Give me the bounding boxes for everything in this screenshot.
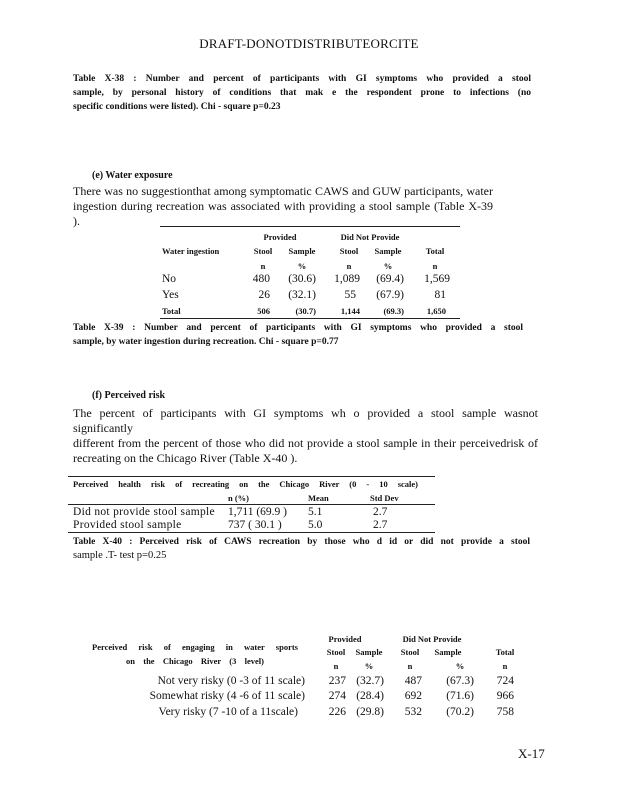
paragraph-line: There was no suggestionthat among symptomatic CAWS and GUW participants, water [73,184,493,198]
table-cell: 966 [496,690,514,702]
table-40-header: Perceived health risk of recreating on the Chicago River (0 - 10 scale) [73,479,418,489]
sub-n: n [260,261,266,271]
table-cell: (69.4) [376,273,404,285]
sub-pct: % [297,261,307,271]
table-row-label: Provided stool sample [73,519,182,531]
col-stool: Stool [253,246,273,256]
table-cell: (32.7) [356,675,384,687]
table-row-label: Yes [162,289,179,301]
row-label-header-line1: Perceived risk of engaging in water sports [92,642,298,652]
col-stool: Stool [400,647,420,657]
table-cell: 532 [404,706,422,718]
col-stool: Stool [339,246,359,256]
sub-n: n [346,261,352,271]
section-e-paragraph [73,184,493,229]
total-cell: 506 [257,306,270,316]
caption-line: Table X-39 : Number and percent of participants with GI symptoms who provided a stool [73,323,523,333]
table-row-label: Very risky (7 -10 of a 11scale) [158,706,298,718]
table-cell: 237 [328,675,346,687]
col-total: Total [425,246,445,256]
group-header-provided: Provided [263,232,297,242]
col-sample: Sample [288,246,316,256]
table-cell: 480 [252,273,270,285]
table-cell: 1,711 (69.9 ) [228,506,287,518]
table-cell: (67.9) [376,289,404,301]
sub-stddev: Std Dev [370,493,399,503]
group-header-did-not-provide: Did Not Provide [340,232,400,242]
table-39-bottom-rule [160,318,460,319]
table-40-header-rule [68,504,435,505]
row-label-header-line2: on the Chicago River (3 level) [126,656,264,666]
table-row-label: Not very risky (0 -3 of 11 scale) [157,675,305,687]
table-39-top-rule [160,226,460,227]
sub-pct: % [364,661,374,671]
table-40-top-rule [68,476,435,477]
sub-mean: Mean [308,493,329,503]
paragraph-line: recreating on the Chicago River (Table X-40 ). [73,451,298,465]
table-cell: 226 [328,706,346,718]
table-cell: 81 [434,289,446,301]
table-row-label: Did not provide stool sample [73,506,215,518]
caption-line: sample .T- test p=0.25 [73,550,167,561]
sub-n: n [407,661,413,671]
total-row-label: Total [162,306,181,316]
table-cell: 758 [496,706,514,718]
table-cell: 724 [496,675,514,687]
total-cell: (30.7) [295,306,316,316]
paragraph-line: different from the percent of those who did not provide a stool sample in their perceivedrisk of [73,436,538,450]
caption-line: specific conditions were listed). Chi - square p=0.23 [73,102,281,112]
sub-n: n [432,261,438,271]
sub-n: n [502,661,508,671]
caption-line: Table X-38 : Number and percent of participants with GI symptoms who provided a stool [73,74,531,84]
group-header-did-not-provide: Did Not Provide [402,634,462,644]
caption-line: Table X-40 : Perceived risk of CAWS recreation by those who d id or did not provide a stool [73,537,530,547]
col-stool: Stool [326,647,346,657]
table-cell: 1,089 [334,273,360,285]
section-f-title: (f) Perceived risk [92,390,166,401]
table-cell: (30.6) [288,273,316,285]
col-sample: Sample [434,647,462,657]
table-row-label: Somewhat risky (4 -6 of 11 scale) [149,690,305,702]
col-total: Total [495,647,515,657]
page-header: DRAFT-DONOTDISTRIBUTEORCITE [199,36,419,51]
table-cell: (70.2) [446,706,474,718]
table-40-caption [73,535,530,563]
table-cell: 5.0 [308,519,323,531]
table-cell: 737 ( 30.1 ) [228,519,282,531]
sub-pct: % [455,661,465,671]
section-e-title: (e) Water exposure [92,170,173,181]
col-sample: Sample [374,246,402,256]
table-cell: 487 [404,675,422,687]
caption-line: sample, by personal history of conditions that mak e the respondent prone to infections (no [73,88,531,98]
table-39-caption [73,321,523,349]
sub-pct: % [383,261,393,271]
col-sample: Sample [355,647,383,657]
table-cell: (32.1) [288,289,316,301]
table-cell: 274 [328,690,346,702]
section-f-paragraph [73,406,538,466]
paragraph-line: ingestion during recreation was associated with providing a stool sample (Table X-39 ). [73,199,493,228]
table-cell: 55 [344,289,356,301]
row-label-header: Water ingestion [162,246,220,256]
table-cell: (29.8) [356,706,384,718]
table-cell: 26 [258,289,270,301]
table-38-caption [73,72,531,114]
table-cell: 5.1 [308,506,323,518]
table-40-bottom-rule [68,532,435,533]
page-number: X-17 [518,746,545,761]
total-cell: 1,144 [340,306,360,316]
caption-line: sample, by water ingestion during recreation. Chi - square p=0.77 [73,337,339,347]
total-cell: (69.3) [383,306,404,316]
total-cell: 1,650 [426,306,446,316]
table-row-label: No [162,273,177,285]
group-header-provided: Provided [328,634,362,644]
sub-n: n [333,661,339,671]
paragraph-line: The percent of participants with GI symptoms wh o provided a stool sample wasnot significantly [73,406,538,435]
table-cell: 2.7 [373,519,388,531]
table-cell: (67.3) [446,675,474,687]
table-cell: (71.6) [446,690,474,702]
table-cell: 692 [404,690,422,702]
sub-npct: n (%) [228,493,250,503]
table-cell: (28.4) [356,690,384,702]
table-cell: 1,569 [424,273,450,285]
table-cell: 2.7 [373,506,388,518]
